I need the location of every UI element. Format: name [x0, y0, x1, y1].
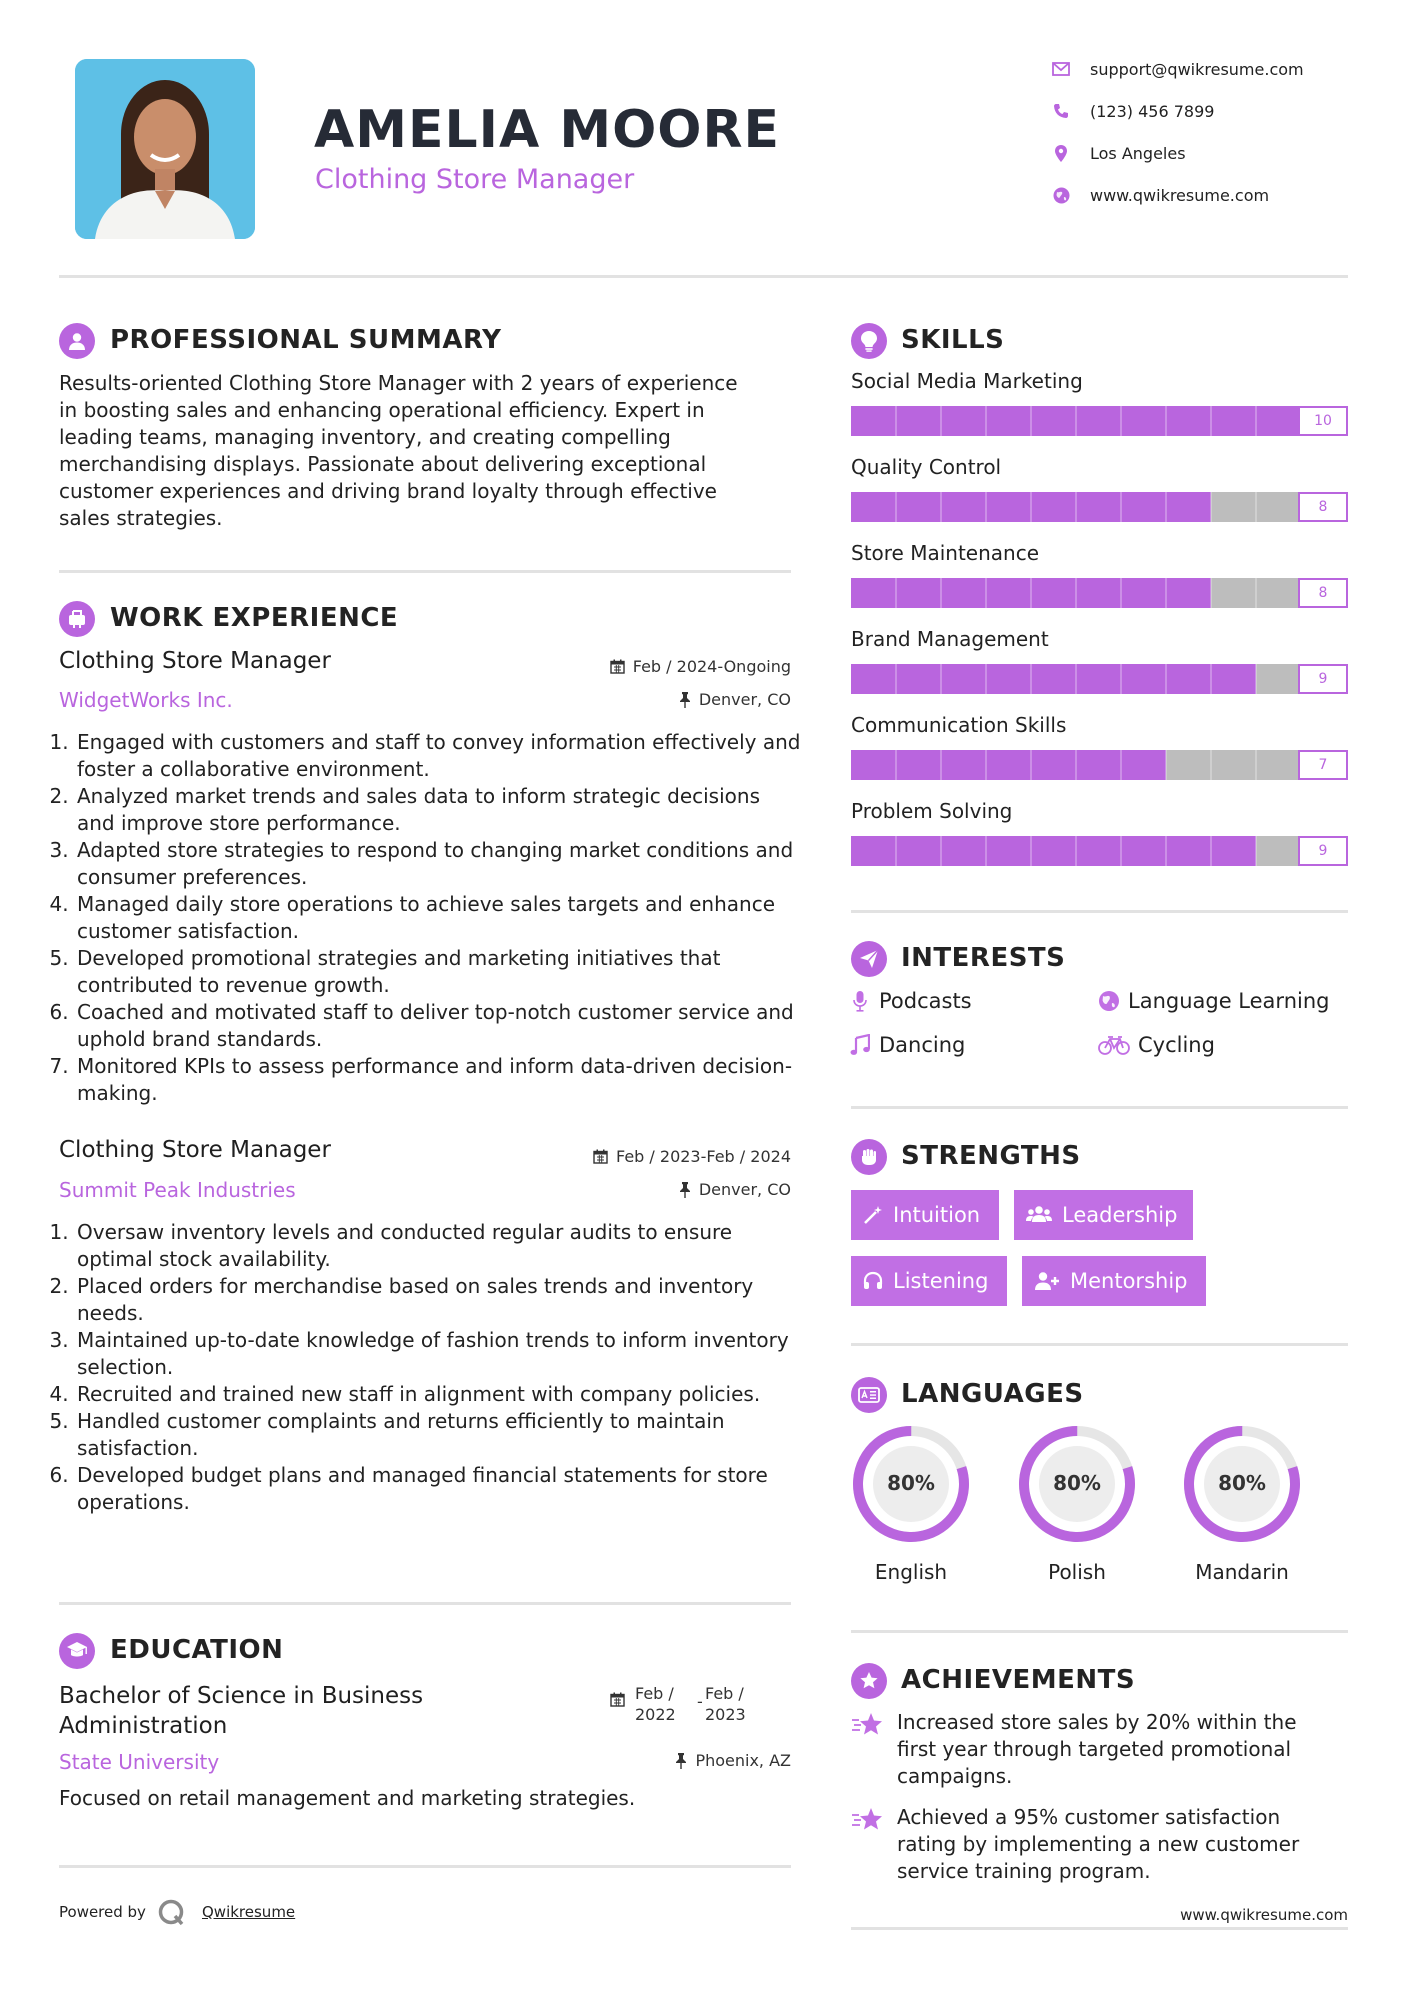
contact-location	[1050, 141, 1186, 165]
job-date-text: Feb / 2023-Feb / 2024	[616, 1147, 791, 1166]
skill-bar-segment	[985, 578, 987, 608]
skill-bar-segment	[985, 664, 987, 694]
skill-bar-segment	[895, 664, 897, 694]
company-name: WidgetWorks Inc.	[59, 688, 233, 712]
lightbulb-icon	[851, 323, 887, 359]
list-item: 4. Recruited and trained new staff in alignment with company policies.	[75, 1381, 802, 1408]
skill-name: Quality Control	[851, 455, 1002, 479]
skill-bar-fill	[851, 836, 1256, 866]
section-divider	[59, 1602, 791, 1605]
qwikresume-link[interactable]: Qwikresume	[202, 1903, 296, 1921]
section-divider	[851, 1343, 1348, 1346]
award-icon	[851, 1663, 887, 1699]
skill-name: Communication Skills	[851, 713, 1067, 737]
skill-bar-segment	[895, 492, 897, 522]
skill-name: Store Maintenance	[851, 541, 1040, 565]
bicycle-icon	[1098, 1035, 1130, 1055]
section-divider	[59, 1865, 791, 1868]
achievement-line: Achieved a 95% customer satisfaction	[897, 1805, 1281, 1829]
skill-level-value: 9	[1298, 836, 1348, 866]
skill-rating-bar	[851, 836, 1349, 866]
strengths-heading: STRENGTHS	[901, 1141, 1081, 1171]
skill-bar-segment	[1120, 492, 1122, 522]
achievement-item	[851, 1709, 1348, 1790]
degree-title	[59, 1681, 423, 1741]
date-end-month: Feb /	[705, 1684, 744, 1703]
language-gauge	[1017, 1424, 1137, 1544]
school-name: State University	[59, 1750, 220, 1774]
skill-bar-segment	[1255, 406, 1257, 436]
interest-label: Cycling	[1138, 1033, 1215, 1057]
contact-phone-text: (123) 456 7899	[1090, 101, 1215, 121]
education-location	[675, 1751, 791, 1770]
job-location	[679, 1180, 791, 1199]
skill-bar-segment	[1075, 406, 1077, 436]
skill-bar-segment	[940, 406, 942, 436]
fist-icon	[851, 1139, 887, 1175]
summary-line: sales strategies.	[59, 506, 223, 530]
skill-bar-segment	[1255, 492, 1257, 522]
contact-website[interactable]	[1050, 183, 1269, 207]
list-item: 6. Developed budget plans and managed financial statements for store operations.	[75, 1462, 802, 1516]
section-divider	[851, 1630, 1348, 1633]
summary-heading: PROFESSIONAL SUMMARY	[110, 325, 502, 355]
strength-label: Mentorship	[1070, 1269, 1188, 1293]
summary-line: customer experiences and driving brand loyalty through effective	[59, 479, 717, 503]
summary-line: merchandising displays. Passionate about delivering exceptional	[59, 452, 707, 476]
achievement-line: first year through targeted promotional	[897, 1737, 1292, 1761]
date-end-year: 2023	[705, 1705, 746, 1724]
skill-bar-segment	[1075, 836, 1077, 866]
interest-item	[849, 1033, 965, 1057]
contact-location-text: Los Angeles	[1090, 143, 1186, 163]
calendar-icon	[610, 659, 625, 674]
users-icon	[1026, 1205, 1052, 1225]
education-location-text: Phoenix, AZ	[695, 1751, 791, 1770]
skill-bar-segment	[1165, 664, 1167, 694]
skill-bar-segment	[985, 836, 987, 866]
language-gauge	[851, 1424, 971, 1544]
skill-bar-segment	[1030, 492, 1032, 522]
skill-bar-segment	[985, 406, 987, 436]
achievement-text	[897, 1709, 1297, 1790]
language-name: English	[874, 1560, 948, 1584]
contact-email-text: support@qwikresume.com	[1090, 59, 1304, 79]
achievement-line: campaigns.	[897, 1764, 1013, 1788]
company-name: Summit Peak Industries	[59, 1178, 296, 1202]
contact-phone[interactable]	[1050, 99, 1214, 123]
skill-level-value: 7	[1298, 750, 1348, 780]
skill-bar-segment	[1075, 664, 1077, 694]
skill-bar-segment	[895, 578, 897, 608]
date-end	[705, 1683, 746, 1725]
headphones-icon	[863, 1271, 883, 1291]
skill-name: Problem Solving	[851, 799, 1013, 823]
job-title: Clothing Store Manager	[59, 1137, 331, 1163]
work-heading: WORK EXPERIENCE	[110, 603, 399, 633]
skill-bar-segment	[940, 664, 942, 694]
skill-bar-segment	[1210, 406, 1212, 436]
job-location	[679, 690, 791, 709]
list-item: 3. Adapted store strategies to respond to changing market conditions and consumer preferences.	[75, 837, 802, 891]
list-item: 7. Monitored KPIs to assess performance and inform data-driven decision-making.	[75, 1053, 802, 1107]
skill-rating-bar	[851, 492, 1349, 522]
degree-line: Bachelor of Science in Business	[59, 1683, 424, 1709]
interest-item	[1098, 1033, 1215, 1057]
skill-bar-segment	[1120, 836, 1122, 866]
skill-bar-segment	[895, 836, 897, 866]
skill-bar-segment	[1210, 664, 1212, 694]
summary-line: Results-oriented Clothing Store Manager with 2 years of experience	[59, 371, 738, 395]
skill-bar-segment	[895, 406, 897, 436]
strength-tag	[851, 1190, 999, 1240]
education-date	[610, 1683, 746, 1725]
achievement-item	[851, 1804, 1348, 1885]
pushpin-icon	[679, 1182, 691, 1198]
job-location-text: Denver, CO	[698, 1180, 791, 1199]
skill-level-value: 9	[1298, 664, 1348, 694]
list-item: 1. Engaged with customers and staff to convey information effectively and foster a collaborative environment.	[75, 729, 802, 783]
interests-heading: INTERESTS	[901, 943, 1066, 973]
strength-tag	[1014, 1190, 1193, 1240]
language-gauge	[1182, 1424, 1302, 1544]
education-description: Focused on retail management and marketing strategies.	[59, 1786, 636, 1810]
language-percent: 80%	[887, 1471, 935, 1495]
list-item: 5. Developed promotional strategies and marketing initiatives that contributed to revenue growth.	[75, 945, 802, 999]
list-item: 5. Handled customer complaints and returns efficiently to maintain satisfaction.	[75, 1408, 802, 1462]
list-item: 3. Maintained up-to-date knowledge of fashion trends to inform inventory selection.	[75, 1327, 802, 1381]
skill-bar-segment	[1120, 750, 1122, 780]
skill-name: Social Media Marketing	[851, 369, 1083, 393]
language-percent: 80%	[1218, 1471, 1266, 1495]
email-icon	[1050, 58, 1072, 80]
date-dash: -	[697, 1692, 703, 1711]
achievements-heading: ACHIEVEMENTS	[901, 1665, 1136, 1695]
skill-bar-segment	[940, 578, 942, 608]
interest-item	[1098, 989, 1329, 1013]
skill-bar-segment	[1210, 836, 1212, 866]
section-divider	[851, 910, 1348, 913]
interest-item	[849, 989, 972, 1013]
job-date-text: Feb / 2024-Ongoing	[632, 657, 791, 676]
skill-bar-segment	[1120, 406, 1122, 436]
skill-bar-segment	[1075, 578, 1077, 608]
skill-bar-segment	[1075, 492, 1077, 522]
graduation-icon	[59, 1633, 95, 1669]
language-name: Polish	[1048, 1560, 1106, 1584]
microphone-icon	[849, 990, 871, 1012]
qwikresume-logo-icon	[157, 1898, 187, 1932]
globe-icon	[1098, 990, 1120, 1012]
skill-bar-segment	[1210, 750, 1212, 780]
globe-icon	[1050, 184, 1072, 206]
achievement-line: service training program.	[897, 1859, 1151, 1883]
languages-heading: LANGUAGES	[901, 1379, 1084, 1409]
job-responsibilities	[57, 1219, 802, 1516]
skill-bar-segment	[1255, 578, 1257, 608]
skills-heading: SKILLS	[901, 325, 1005, 355]
contact-website-text: www.qwikresume.com	[1090, 185, 1270, 205]
skill-bar-segment	[1030, 836, 1032, 866]
skill-rating-bar	[851, 664, 1349, 694]
skill-bar-segment	[1030, 664, 1032, 694]
profile-photo	[75, 59, 255, 239]
summary-line: in boosting sales and enhancing operational efficiency. Expert in	[59, 398, 705, 422]
achievement-line: rating by implementing a new customer	[897, 1832, 1300, 1856]
skill-level-value: 8	[1298, 492, 1348, 522]
skill-bar-segment	[895, 750, 897, 780]
skill-bar-segment	[940, 492, 942, 522]
candidate-title: Clothing Store Manager	[315, 164, 635, 195]
list-item: 1. Oversaw inventory levels and conducted regular audits to ensure optimal stock availability.	[75, 1219, 802, 1273]
skill-bar-segment	[1255, 836, 1257, 866]
language-icon	[851, 1377, 887, 1413]
user-plus-icon	[1034, 1271, 1060, 1291]
summary-text	[59, 370, 799, 532]
skill-bar-segment	[940, 836, 942, 866]
skill-level-value: 10	[1298, 406, 1348, 436]
achievement-line: Increased store sales by 20% within the	[897, 1710, 1297, 1734]
job-date	[610, 657, 791, 676]
calendar-icon	[610, 1692, 625, 1707]
strength-label: Leadership	[1062, 1203, 1178, 1227]
skill-bar-segment	[940, 750, 942, 780]
powered-by-label: Powered by	[59, 1903, 146, 1921]
magic-wand-icon	[863, 1205, 883, 1225]
skill-rating-bar	[851, 406, 1349, 436]
calendar-icon	[593, 1149, 608, 1164]
language-percent: 80%	[1053, 1471, 1101, 1495]
skill-bar-segment	[1030, 578, 1032, 608]
user-icon	[59, 323, 95, 359]
skill-bar-segment	[985, 750, 987, 780]
pushpin-icon	[679, 692, 691, 708]
header-divider	[59, 275, 1348, 278]
footer-divider	[851, 1927, 1348, 1930]
skill-bar-fill	[851, 664, 1256, 694]
list-item: 2. Analyzed market trends and sales data to inform strategic decisions and improve store performance.	[75, 783, 802, 837]
contact-email[interactable]	[1050, 57, 1304, 81]
pushpin-icon	[675, 1753, 687, 1769]
achievement-text	[897, 1804, 1299, 1885]
job-date	[593, 1147, 791, 1166]
paper-plane-icon	[851, 941, 887, 977]
skill-bar-segment	[1030, 406, 1032, 436]
skill-rating-bar	[851, 578, 1349, 608]
skill-bar-segment	[1165, 578, 1167, 608]
briefcase-icon	[59, 601, 95, 637]
skill-bar-segment	[1165, 750, 1167, 780]
strength-label: Intuition	[893, 1203, 981, 1227]
date-start	[635, 1683, 697, 1725]
skill-bar-segment	[1075, 750, 1077, 780]
summary-line: leading teams, managing inventory, and creating compelling	[59, 425, 671, 449]
skill-rating-bar	[851, 750, 1349, 780]
location-pin-icon	[1050, 142, 1072, 164]
skill-bar-segment	[1165, 836, 1167, 866]
list-item: 2. Placed orders for merchandise based on sales trends and inventory needs.	[75, 1273, 802, 1327]
interest-label: Podcasts	[879, 989, 972, 1013]
degree-line: Administration	[59, 1713, 228, 1739]
skill-bar-segment	[1120, 664, 1122, 694]
education-heading: EDUCATION	[110, 1635, 284, 1665]
date-start-month: Feb /	[635, 1684, 674, 1703]
skill-bar-segment	[1120, 578, 1122, 608]
section-divider	[59, 570, 791, 573]
date-start-year: 2022	[635, 1705, 676, 1724]
skill-level-value: 8	[1298, 578, 1348, 608]
music-note-icon	[849, 1034, 871, 1056]
phone-icon	[1050, 100, 1072, 122]
skill-bar-segment	[1255, 750, 1257, 780]
job-location-text: Denver, CO	[698, 690, 791, 709]
job-responsibilities	[57, 729, 802, 1107]
strength-label: Listening	[893, 1269, 989, 1293]
star-sparkle-icon	[851, 1709, 885, 1790]
interest-label: Language Learning	[1128, 989, 1330, 1013]
strength-tag	[1022, 1256, 1206, 1306]
skill-name: Brand Management	[851, 627, 1049, 651]
star-sparkle-icon	[851, 1804, 885, 1885]
job-title: Clothing Store Manager	[59, 648, 331, 674]
skill-bar-segment	[985, 492, 987, 522]
skill-bar-segment	[1210, 578, 1212, 608]
skill-bar-segment	[1030, 750, 1032, 780]
footer-website[interactable]: www.qwikresume.com	[1180, 1906, 1348, 1924]
skill-bar-segment	[1165, 406, 1167, 436]
language-name: Mandarin	[1195, 1560, 1289, 1584]
skill-bar-segment	[1255, 664, 1257, 694]
section-divider	[851, 1106, 1348, 1109]
skill-bar-segment	[1210, 492, 1212, 522]
strength-tag	[851, 1256, 1007, 1306]
skill-bar-segment	[1165, 492, 1167, 522]
skill-bar-fill	[851, 750, 1166, 780]
interest-label: Dancing	[879, 1033, 966, 1057]
list-item: 4. Managed daily store operations to achieve sales targets and enhance customer satisfaction.	[75, 891, 802, 945]
list-item: 6. Coached and motivated staff to deliver top-notch customer service and uphold brand standards.	[75, 999, 802, 1053]
candidate-name: AMELIA MOORE	[314, 100, 781, 160]
